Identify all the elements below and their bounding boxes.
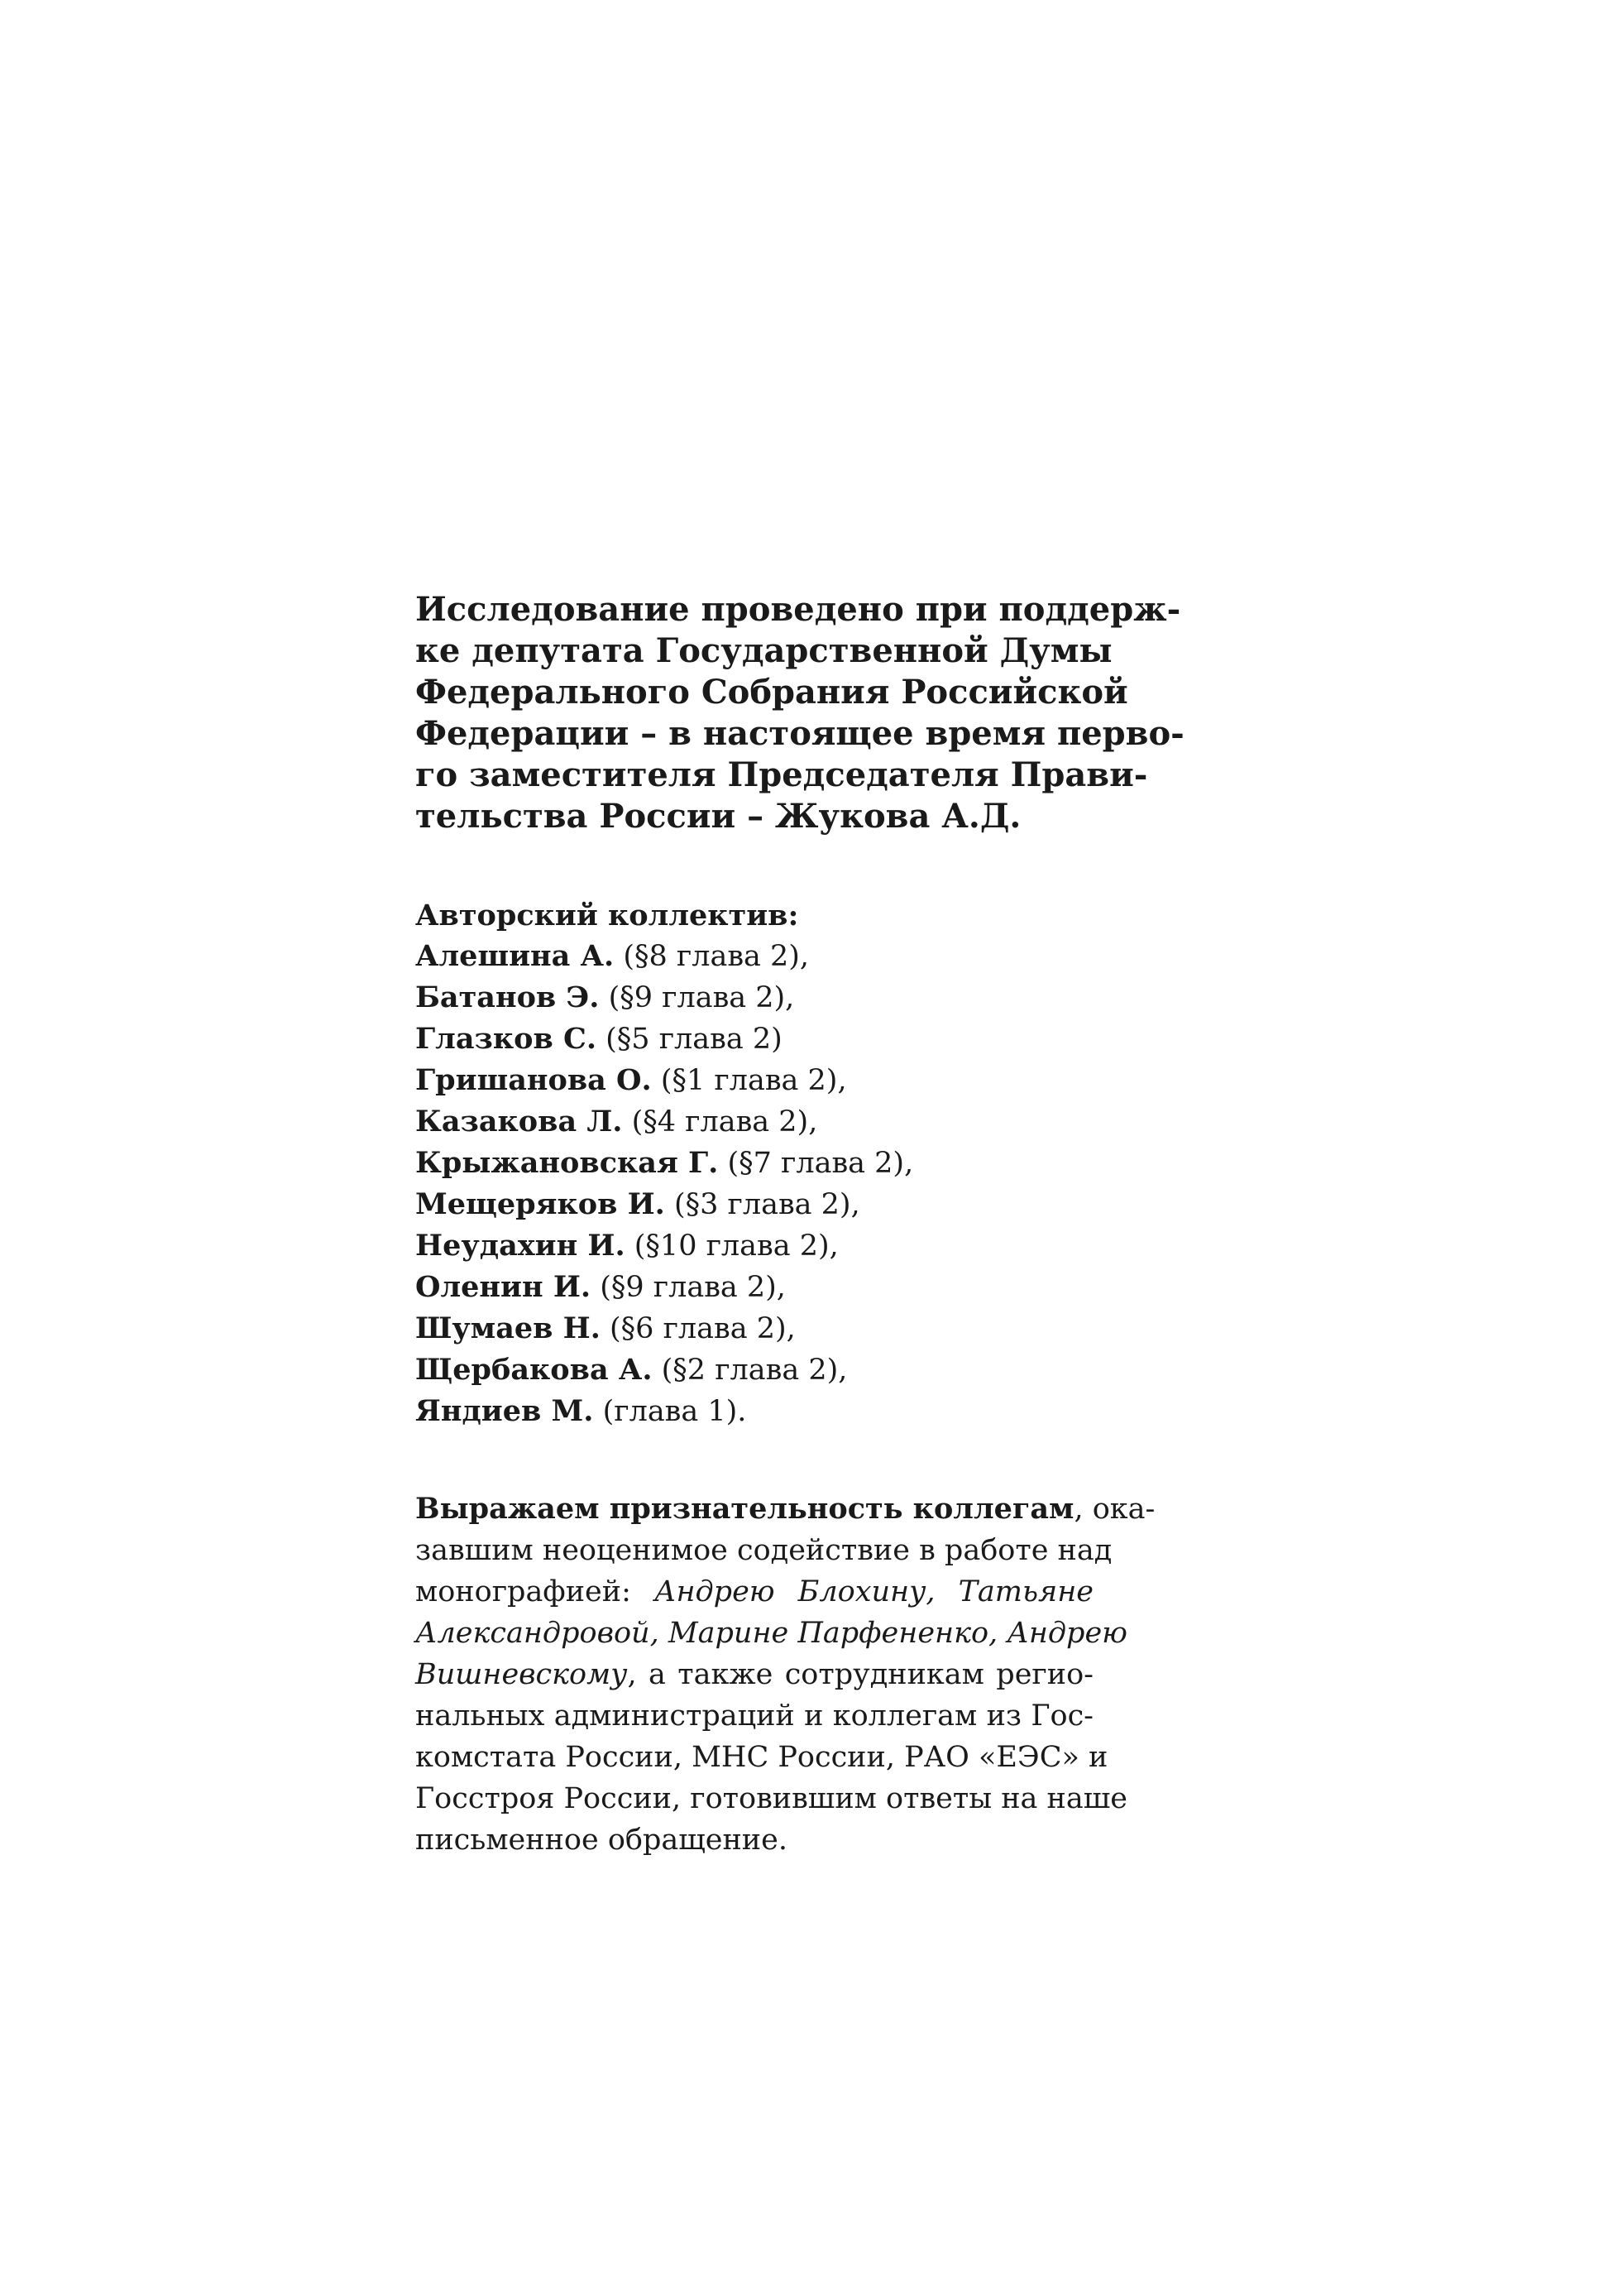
authors-section <box>415 895 1094 1432</box>
author-row <box>415 1349 1094 1391</box>
author-row <box>415 1019 1094 1060</box>
acknowledgement-line: завшим неоценимое содействие в работе над <box>415 1534 1113 1567</box>
author-row <box>415 1143 1094 1184</box>
author-row <box>415 1308 1094 1349</box>
support-note-line: го заместителя Председателя Прави- <box>415 755 1148 794</box>
author-name: Глазков С. <box>415 1022 597 1056</box>
author-name: Оленин И. <box>415 1270 591 1304</box>
acknowledgement-names: Андрею Блохину, Татьяне <box>653 1575 1094 1608</box>
support-note-line: тельства России – Жукова А.Д. <box>415 797 1022 836</box>
author-row <box>415 1101 1094 1143</box>
author-detail: (глава 1). <box>593 1395 747 1428</box>
support-note <box>415 589 1185 837</box>
support-note-line: Федерации – в настоящее время перво- <box>415 714 1185 753</box>
support-note-line: Федерального Собрания Российской <box>415 673 1128 712</box>
author-row <box>415 1267 1094 1308</box>
author-name: Казакова Л. <box>415 1105 623 1138</box>
acknowledgement-line <box>415 1488 1156 1530</box>
acknowledgement-line: Александровой, Марине Парфененко, Андрею <box>415 1617 1127 1650</box>
author-detail: (§3 глава 2), <box>664 1188 860 1221</box>
page-content <box>415 589 1185 1861</box>
author-detail: (§4 глава 2), <box>622 1105 818 1138</box>
author-detail: (§9 глава 2), <box>591 1271 786 1304</box>
acknowledgement-text: , ока- <box>1074 1493 1156 1526</box>
acknowledgement-line <box>415 1571 1094 1613</box>
support-note-line: Исследование проведено при поддерж- <box>415 590 1181 629</box>
author-detail: (§8 глава 2), <box>614 940 810 973</box>
acknowledgement-names: Вишневскому <box>415 1658 628 1691</box>
author-name: Крыжановская Г. <box>415 1146 719 1180</box>
author-detail: (§10 глава 2), <box>625 1229 839 1263</box>
acknowledgement-line: нальных администраций и коллегам из Гос- <box>415 1699 1094 1733</box>
authors-heading: Авторский коллектив: <box>415 899 799 932</box>
acknowledgement-paragraph <box>415 1488 1156 1861</box>
author-name: Щербакова А. <box>415 1353 653 1387</box>
author-name: Неудахин И. <box>415 1229 625 1263</box>
author-detail: (§7 глава 2), <box>718 1147 914 1180</box>
acknowledgement-line <box>415 1654 1094 1695</box>
author-row <box>415 1225 1094 1267</box>
author-name: Мещеряков И. <box>415 1187 665 1221</box>
author-name: Шумаев Н. <box>415 1311 601 1345</box>
author-row <box>415 977 1094 1019</box>
author-detail: (§1 глава 2), <box>651 1064 847 1097</box>
author-name: Яндиев М. <box>415 1394 594 1428</box>
author-detail: (§5 глава 2) <box>596 1023 783 1056</box>
author-name: Батанов Э. <box>415 980 600 1014</box>
acknowledgement-line: письменное обращение. <box>415 1824 787 1857</box>
author-detail: (§6 глава 2), <box>600 1312 796 1345</box>
author-row <box>415 1060 1094 1101</box>
author-detail: (§9 глава 2), <box>599 981 795 1014</box>
author-row <box>415 1391 1094 1432</box>
acknowledgement-text: , а также сотрудникам регио- <box>627 1658 1094 1691</box>
author-name: Алешина А. <box>415 939 615 973</box>
author-name: Гришанова О. <box>415 1063 652 1097</box>
support-note-line: ке депутата Государственной Думы <box>415 631 1113 670</box>
acknowledgement-lead: Выражаем признательность коллегам <box>415 1492 1075 1526</box>
acknowledgement-line: Госстроя России, готовившим ответы на наше <box>415 1782 1127 1815</box>
author-row <box>415 1184 1094 1225</box>
acknowledgement-text: монографией: <box>415 1575 654 1608</box>
author-detail: (§2 глава 2), <box>652 1354 848 1387</box>
author-row <box>415 936 1094 977</box>
acknowledgement-line: комстата России, МНС России, РАО «ЕЭС» и <box>415 1741 1108 1774</box>
